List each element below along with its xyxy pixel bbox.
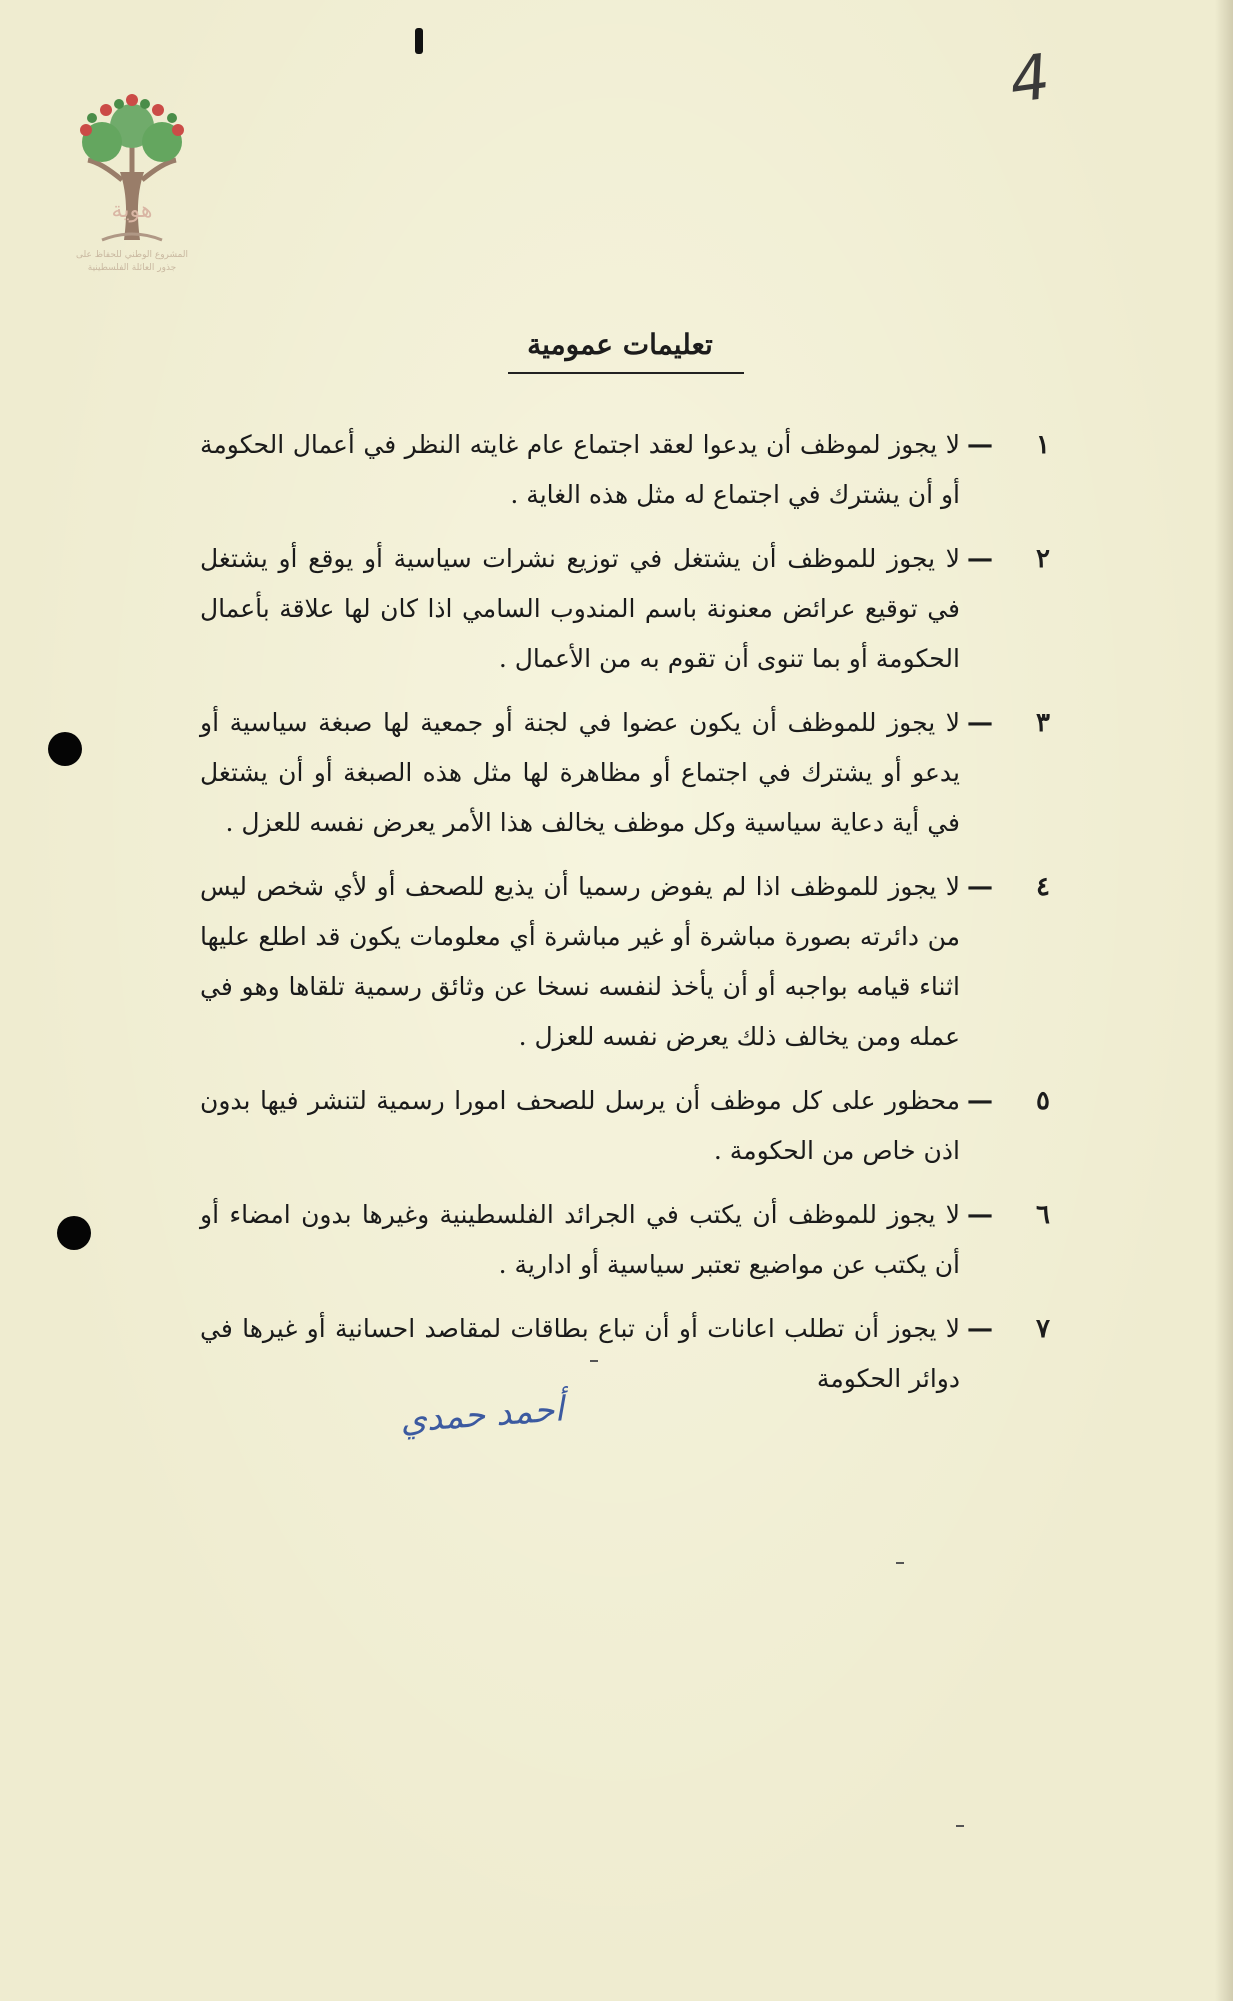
instruction-item [200, 534, 1050, 684]
ink-speck [896, 1562, 904, 1564]
instructions-list [200, 420, 1050, 1418]
instruction-item [200, 1076, 1050, 1176]
item-number: ٦ [1036, 1200, 1050, 1230]
item-dash: — [967, 872, 993, 902]
item-number: ٥ [1036, 1086, 1050, 1116]
item-number: ١ [1036, 430, 1050, 460]
title-underline [508, 372, 744, 374]
item-number: ٤ [1036, 872, 1050, 902]
instruction-item [200, 698, 1050, 848]
item-dash: — [967, 1314, 993, 1344]
item-number: ٣ [1036, 708, 1050, 738]
item-dash: — [967, 1200, 993, 1230]
item-text: لا يجوز أن تطلب اعانات أو أن تباع بطاقات لمقاصد احسانية أو غيرها في دوائر الحكومة [200, 1314, 960, 1393]
ink-speck [590, 1360, 598, 1362]
item-text: لا يجوز للموظف أن يكون عضوا في لجنة أو جمعية لها صبغة سياسية أو يدعو أو يشترك في اجتماع أو مظاهرة لها مثل هذه الصبغة أو أن يشتغل في أية دعاية سياسية وكل موظف يخالف هذا الأمر يعرض نفسه للعزل . [200, 708, 960, 837]
item-text: لا يجوز للموظف أن يشتغل في توزيع نشرات سياسية أو يوقع أو يشتغل في توقيع عرائض معنونة باسم المندوب السامي اذا كان لها علاقة بأعمال الحكومة أو بما تنوى أن تقوم به من الأعمال . [200, 544, 960, 673]
document-title: تعليمات عمومية [527, 328, 713, 361]
item-text: لا يجوز للموظف أن يكتب في الجرائد الفلسطينية وغيرها بدون امضاء أو أن يكتب عن مواضيع تعتبر سياسية أو ادارية . [200, 1200, 960, 1279]
item-dash: — [967, 544, 993, 574]
item-dash: — [967, 708, 993, 738]
item-number: ٧ [1036, 1314, 1050, 1344]
instruction-item [200, 862, 1050, 1062]
punch-hole [48, 732, 82, 766]
logo-tagline-line1: المشروع الوطني للحفاظ على [75, 250, 188, 260]
ink-mark [415, 28, 423, 54]
punch-hole [57, 1216, 91, 1250]
tree-logo-icon [62, 50, 202, 280]
instruction-item [200, 1190, 1050, 1290]
item-text: لا يجوز لموظف أن يدعوا لعقد اجتماع عام غايته النظر في أعمال الحكومة أو أن يشترك في اجتماع له مثل هذه الغاية . [200, 430, 960, 509]
item-dash: — [967, 1086, 993, 1116]
page-number: 4 [1005, 39, 1055, 118]
instruction-item [200, 420, 1050, 520]
instruction-item [200, 1304, 1050, 1404]
item-text: محظور على كل موظف أن يرسل للصحف امورا رسمية لتنشر فيها بدون اذن خاص من الحكومة . [200, 1086, 960, 1165]
logo-name: هوية [111, 198, 153, 223]
ink-speck [956, 1825, 964, 1827]
page-edge-shadow [1215, 0, 1233, 2001]
logo-tagline-line2: جذور العائلة الفلسطينية [87, 263, 177, 273]
handwritten-signature: أحمد حمدي [398, 1389, 566, 1441]
item-text: لا يجوز للموظف اذا لم يفوض رسميا أن يذيع للصحف أو لأي شخص ليس من دائرته بصورة مباشرة أو غير مباشرة أي معلومات يكون قد اطلع عليها اثناء قيامه بواجبه أو أن يأخذ لنفسه نسخا عن وثائق رسمية تلقاها وهو في عمله ومن يخالف ذلك يعرض نفسه للعزل . [200, 872, 960, 1051]
item-number: ٢ [1036, 544, 1050, 574]
item-dash: — [967, 430, 993, 460]
